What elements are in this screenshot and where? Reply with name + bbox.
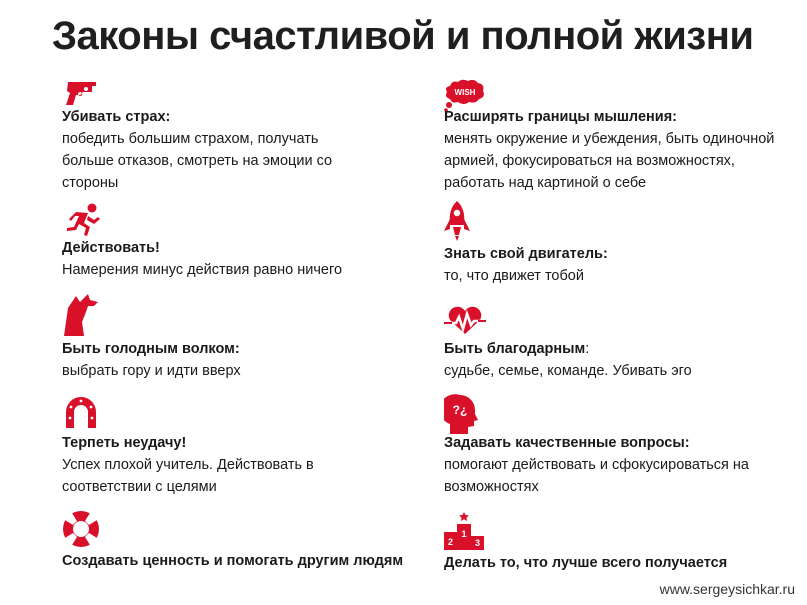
law-text: судьбе, семье, команде. Убивать эго xyxy=(444,363,692,379)
heart-pulse-icon xyxy=(444,306,486,336)
running-man-icon xyxy=(62,203,102,237)
law-text: Намерения минус действия равно ничего xyxy=(62,262,343,278)
lifebuoy-icon xyxy=(62,510,100,548)
law-heading: Создавать ценность и помогать другим людям xyxy=(62,553,404,569)
podium-place-3: 3 xyxy=(474,538,481,548)
wolf-icon xyxy=(62,292,100,336)
law-heading: Знать свой двигатель: xyxy=(444,246,608,262)
law-heading: Задавать качественные вопросы: xyxy=(444,435,690,451)
page-title: Законы счастливой и полной жизни xyxy=(52,14,754,58)
law-text: менять окружение и убеждения, быть одиночной армией, фокусироваться на возможностях, работать над картиной о себе xyxy=(444,131,775,191)
law-heading: Действовать! xyxy=(62,240,160,256)
law-text: Успех плохой учитель. Действовать в соответствии с целями xyxy=(62,457,314,495)
law-heading: Делать то, что лучше всего получается xyxy=(444,555,728,571)
wish-label: WISH xyxy=(454,88,476,97)
revolver-icon xyxy=(62,78,102,108)
law-heading-suffix: : xyxy=(585,341,590,357)
law-heading: Расширять границы мышления: xyxy=(444,109,677,125)
horseshoe-icon xyxy=(62,394,100,432)
podium-place-2: 2 xyxy=(447,537,454,547)
site-url: www.sergeysichkar.ru xyxy=(659,581,795,597)
head-question-icon xyxy=(444,394,478,434)
law-text: победить большим страхом, получать больше отказов, смотреть на эмоции со стороны xyxy=(62,131,333,191)
law-heading: Быть голодным волком: xyxy=(62,341,240,357)
law-text: помогают действовать и сфокусироваться на возможностях xyxy=(444,457,749,495)
law-text: выбрать гору и идти вверх xyxy=(62,363,241,379)
law-text: то, что движет тобой xyxy=(444,268,584,284)
podium-icon xyxy=(444,510,484,550)
law-heading: Убивать страх: xyxy=(62,109,171,125)
question-marks: ?¿ xyxy=(452,403,468,417)
podium-place-1: 1 xyxy=(461,529,467,539)
law-heading: Терпеть неудачу! xyxy=(62,435,187,451)
law-heading: Быть благодарным xyxy=(444,341,586,357)
rocket-icon xyxy=(444,201,470,241)
